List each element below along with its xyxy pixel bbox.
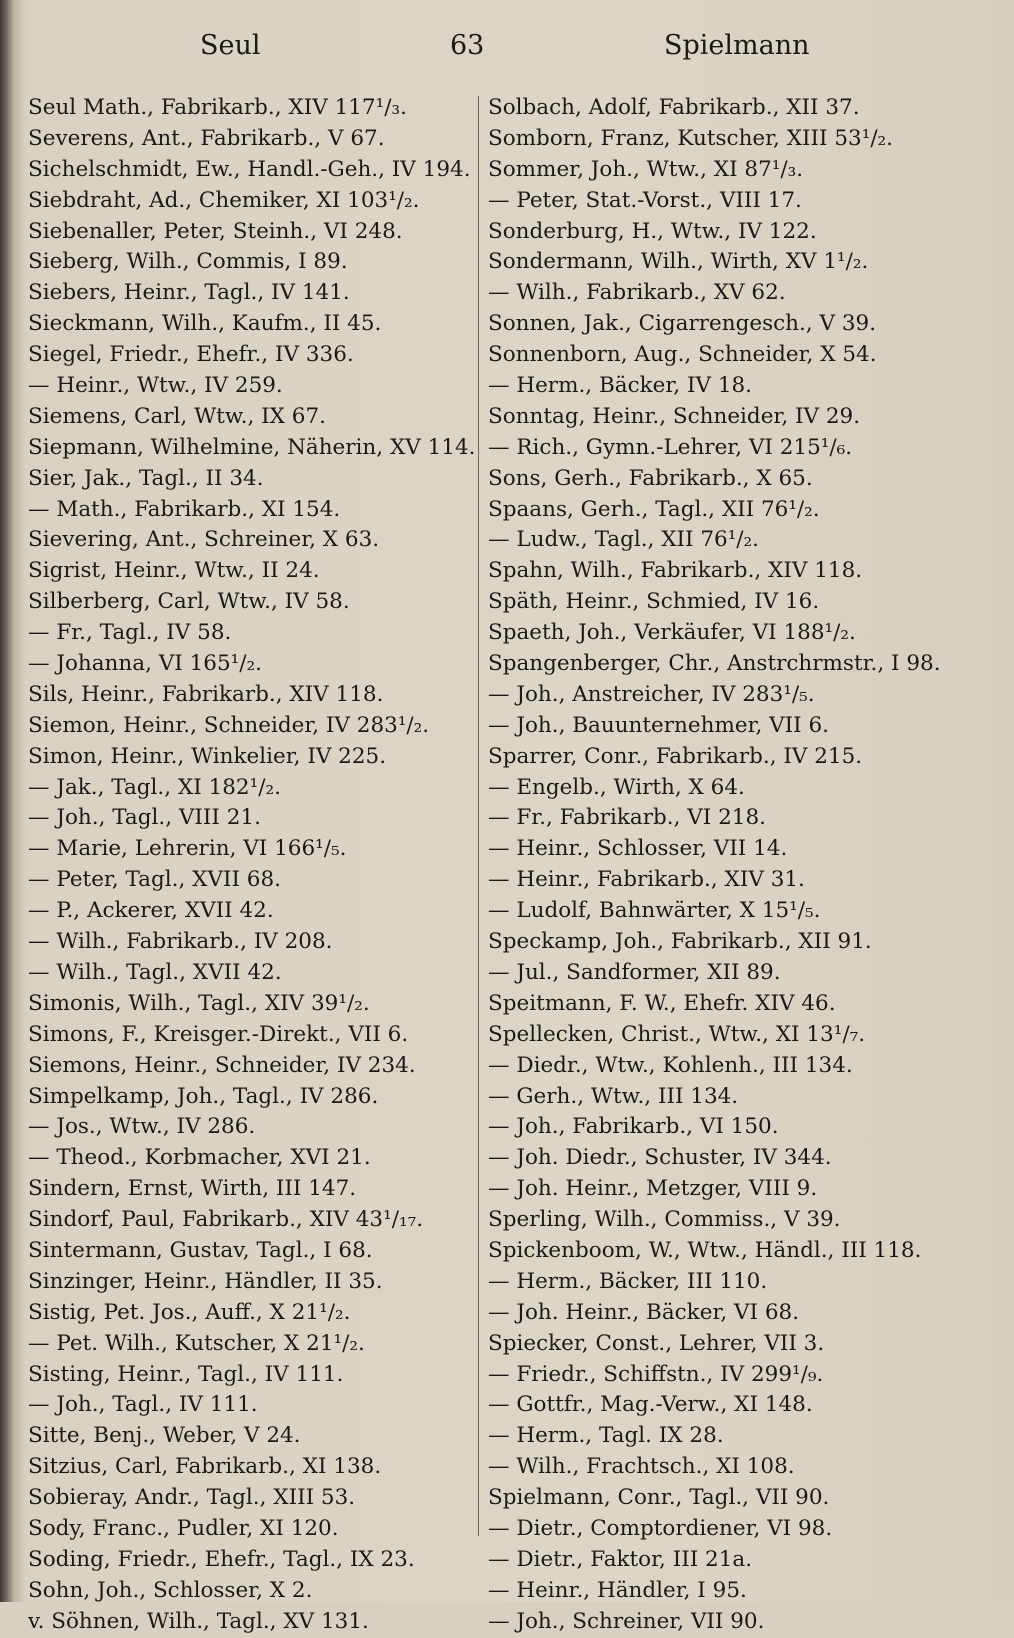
directory-entry: Sindern, Ernst, Wirth, III 147. bbox=[28, 1176, 357, 1202]
directory-entry: Siebdraht, Ad., Chemiker, XI 103¹/₂. bbox=[28, 187, 420, 213]
directory-entry: — Fr., Fabrikarb., VI 218. bbox=[488, 805, 766, 831]
directory-entry: Sistig, Pet. Jos., Auff., X 21¹/₂. bbox=[28, 1299, 351, 1325]
directory-entry: — Herm., Bäcker, III 110. bbox=[488, 1268, 768, 1294]
directory-entry: Sitte, Benj., Weber, V 24. bbox=[28, 1423, 301, 1449]
directory-entry: — Math., Fabrikarb., XI 154. bbox=[28, 496, 341, 522]
directory-entry: Seul Math., Fabrikarb., XIV 117¹/₃. bbox=[28, 95, 407, 120]
directory-entry: Soding, Friedr., Ehefr., Tagl., IX 23. bbox=[28, 1546, 415, 1572]
directory-entry: — Peter, Tagl., XVII 68. bbox=[28, 867, 281, 893]
directory-entry: Sigrist, Heinr., Wtw., II 24. bbox=[28, 558, 320, 584]
directory-entry: — Dietr., Comptordiener, VI 98. bbox=[488, 1515, 833, 1541]
directory-entry: — Heinr., Händler, I 95. bbox=[488, 1577, 747, 1603]
page-header bbox=[30, 30, 990, 70]
directory-entry: — Jos., Wtw., IV 286. bbox=[28, 1114, 256, 1140]
directory-entry: — Gottfr., Mag.-Verw., XI 148. bbox=[488, 1392, 813, 1418]
directory-entry: Sintermann, Gustav, Tagl., I 68. bbox=[28, 1237, 373, 1263]
directory-entry: Sondermann, Wilh., Wirth, XV 1¹/₂. bbox=[488, 249, 869, 275]
directory-entry: Sils, Heinr., Fabrikarb., XIV 118. bbox=[28, 681, 384, 707]
directory-entry: Spangenberger, Chr., Anstrchrmstr., I 98. bbox=[488, 651, 941, 677]
directory-entry: Siebenaller, Peter, Steinh., VI 248. bbox=[28, 218, 403, 244]
directory-entry: Sinzinger, Heinr., Händler, II 35. bbox=[28, 1268, 383, 1294]
directory-entry: Sohn, Joh., Schlosser, X 2. bbox=[28, 1577, 313, 1603]
directory-entry: Silberberg, Carl, Wtw., IV 58. bbox=[28, 589, 350, 615]
left-column bbox=[28, 93, 498, 1638]
header-left-keyword: Seul bbox=[200, 30, 261, 61]
directory-entry: Sonntag, Heinr., Schneider, IV 29. bbox=[488, 403, 861, 429]
directory-entry: Spickenboom, W., Wtw., Händl., III 118. bbox=[488, 1237, 922, 1263]
directory-entry: — Pet. Wilh., Kutscher, X 21¹/₂. bbox=[28, 1330, 365, 1356]
column-divider bbox=[478, 96, 479, 1536]
directory-entry: Spielmann, Conr., Tagl., VII 90. bbox=[488, 1485, 830, 1511]
directory-entry: — Herm., Bäcker, IV 18. bbox=[488, 373, 753, 399]
directory-entry: — Dietr., Faktor, III 21a. bbox=[488, 1546, 753, 1572]
directory-entry: Simpelkamp, Joh., Tagl., IV 286. bbox=[28, 1083, 379, 1109]
directory-entry: — Wilh., Fabrikarb., IV 208. bbox=[28, 929, 333, 955]
directory-entry: — Friedr., Schiffstn., IV 299¹/₉. bbox=[488, 1361, 824, 1387]
directory-entry: — Rich., Gymn.-Lehrer, VI 215¹/₆. bbox=[488, 434, 853, 460]
directory-entry: — Gerh., Wtw., III 134. bbox=[488, 1083, 739, 1109]
directory-entry: v. Söhnen, Wilh., Tagl., XV 131. bbox=[28, 1608, 369, 1634]
directory-entry: Sichelschmidt, Ew., Handl.-Geh., IV 194. bbox=[28, 156, 471, 182]
directory-entry: Siebers, Heinr., Tagl., IV 141. bbox=[28, 280, 350, 306]
directory-entry: — Marie, Lehrerin, VI 166¹/₅. bbox=[28, 836, 347, 862]
directory-entry: Siemon, Heinr., Schneider, IV 283¹/₂. bbox=[28, 712, 430, 738]
directory-entry: — Joh., Bauunternehmer, VII 6. bbox=[488, 712, 830, 738]
directory-entry: Solbach, Adolf, Fabrikarb., XII 37. bbox=[488, 95, 860, 120]
directory-entry: — Ludolf, Bahnwärter, X 15¹/₅. bbox=[488, 898, 821, 924]
directory-entry: — Theod., Korbmacher, XVI 21. bbox=[28, 1145, 371, 1171]
directory-entry: Sisting, Heinr., Tagl., IV 111. bbox=[28, 1361, 344, 1387]
directory-entry: — Joh., Schreiner, VII 90. bbox=[488, 1608, 765, 1634]
directory-entry: Sier, Jak., Tagl., II 34. bbox=[28, 465, 264, 491]
directory-entry: Sody, Franc., Pudler, XI 120. bbox=[28, 1515, 339, 1541]
directory-entry: Sievering, Ant., Schreiner, X 63. bbox=[28, 527, 380, 553]
directory-entry: — Diedr., Wtw., Kohlenh., III 134. bbox=[488, 1052, 853, 1078]
directory-entry: — Engelb., Wirth, X 64. bbox=[488, 774, 745, 800]
directory-entry: Sonnen, Jak., Cigarrengesch., V 39. bbox=[488, 311, 877, 337]
directory-entry: Simon, Heinr., Winkelier, IV 225. bbox=[28, 743, 387, 769]
directory-entry: — Joh., Fabrikarb., VI 150. bbox=[488, 1114, 779, 1140]
directory-entry: Spaeth, Joh., Verkäufer, VI 188¹/₂. bbox=[488, 620, 856, 646]
directory-entry: Späth, Heinr., Schmied, IV 16. bbox=[488, 589, 820, 615]
directory-entry: — Fr., Tagl., IV 58. bbox=[28, 620, 232, 646]
directory-entry: Sperling, Wilh., Commiss., V 39. bbox=[488, 1207, 841, 1233]
directory-entry: — Heinr., Schlosser, VII 14. bbox=[488, 836, 788, 862]
page-number: 63 bbox=[450, 30, 485, 61]
directory-entry: — Joh. Diedr., Schuster, IV 344. bbox=[488, 1145, 832, 1171]
directory-entry: — Wilh., Fabrikarb., XV 62. bbox=[488, 280, 786, 306]
directory-entry: Sitzius, Carl, Fabrikarb., XI 138. bbox=[28, 1454, 382, 1480]
directory-entry: Somborn, Franz, Kutscher, XIII 53¹/₂. bbox=[488, 125, 894, 151]
directory-entry: Simons, F., Kreisger.-Direkt., VII 6. bbox=[28, 1021, 409, 1047]
directory-entry: Spellecken, Christ., Wtw., XI 13¹/₇. bbox=[488, 1021, 866, 1047]
directory-entry: Siemens, Carl, Wtw., IX 67. bbox=[28, 403, 326, 429]
directory-entry: — Joh., Tagl., VIII 21. bbox=[28, 805, 261, 831]
directory-entry: — Ludw., Tagl., XII 76¹/₂. bbox=[488, 527, 760, 553]
directory-entry: — Joh. Heinr., Metzger, VIII 9. bbox=[488, 1176, 818, 1202]
directory-entry: Sindorf, Paul, Fabrikarb., XIV 43¹/₁₇. bbox=[28, 1207, 424, 1233]
directory-entry: — P., Ackerer, XVII 42. bbox=[28, 898, 274, 924]
directory-entry: Siegel, Friedr., Ehefr., IV 336. bbox=[28, 342, 354, 368]
directory-entry: — Peter, Stat.-Vorst., VIII 17. bbox=[488, 187, 802, 213]
directory-entry: Severens, Ant., Fabrikarb., V 67. bbox=[28, 125, 385, 151]
directory-entry: — Joh., Anstreicher, IV 283¹/₅. bbox=[488, 681, 815, 707]
directory-entry: Spahn, Wilh., Fabrikarb., XIV 118. bbox=[488, 558, 863, 584]
directory-entry: Sieberg, Wilh., Commis, I 89. bbox=[28, 249, 348, 275]
directory-entry: — Joh. Heinr., Bäcker, VI 68. bbox=[488, 1299, 800, 1325]
directory-entry: — Jul., Sandformer, XII 89. bbox=[488, 959, 781, 985]
directory-entry: Siepmann, Wilhelmine, Näherin, XV 114. bbox=[28, 434, 476, 460]
directory-entry: — Joh., Tagl., IV 111. bbox=[28, 1392, 258, 1418]
directory-entry: — Johanna, VI 165¹/₂. bbox=[28, 651, 262, 677]
directory-entry: Sonderburg, H., Wtw., IV 122. bbox=[488, 218, 817, 244]
directory-entry: Sparrer, Conr., Fabrikarb., IV 215. bbox=[488, 743, 863, 769]
directory-entry: — Wilh., Tagl., XVII 42. bbox=[28, 959, 282, 985]
directory-entry: Speitmann, F. W., Ehefr. XIV 46. bbox=[488, 990, 836, 1016]
directory-entry: Sieckmann, Wilh., Kaufm., II 45. bbox=[28, 311, 382, 337]
directory-entry: Sommer, Joh., Wtw., XI 87¹/₃. bbox=[488, 156, 804, 182]
directory-entry: — Wilh., Frachtsch., XI 108. bbox=[488, 1454, 795, 1480]
directory-entry: Siemons, Heinr., Schneider, IV 234. bbox=[28, 1052, 416, 1078]
directory-entry: Speckamp, Joh., Fabrikarb., XII 91. bbox=[488, 929, 872, 955]
directory-entry: — Heinr., Fabrikarb., XIV 31. bbox=[488, 867, 805, 893]
directory-entry: Spaans, Gerh., Tagl., XII 76¹/₂. bbox=[488, 496, 820, 522]
directory-entry: — Heinr., Wtw., IV 259. bbox=[28, 373, 283, 399]
directory-entry: — Herm., Tagl. IX 28. bbox=[488, 1423, 724, 1449]
directory-entry: Sobieray, Andr., Tagl., XIII 53. bbox=[28, 1485, 356, 1511]
directory-entry: — Jak., Tagl., XI 182¹/₂. bbox=[28, 774, 281, 800]
header-right-keyword: Spielmann bbox=[664, 30, 810, 61]
directory-entry: Simonis, Wilh., Tagl., XIV 39¹/₂. bbox=[28, 990, 370, 1016]
directory-entry: Sons, Gerh., Fabrikarb., X 65. bbox=[488, 465, 813, 491]
right-column bbox=[488, 93, 958, 1638]
directory-entry: Sonnenborn, Aug., Schneider, X 54. bbox=[488, 342, 877, 368]
directory-entry: Spiecker, Const., Lehrer, VII 3. bbox=[488, 1330, 825, 1356]
